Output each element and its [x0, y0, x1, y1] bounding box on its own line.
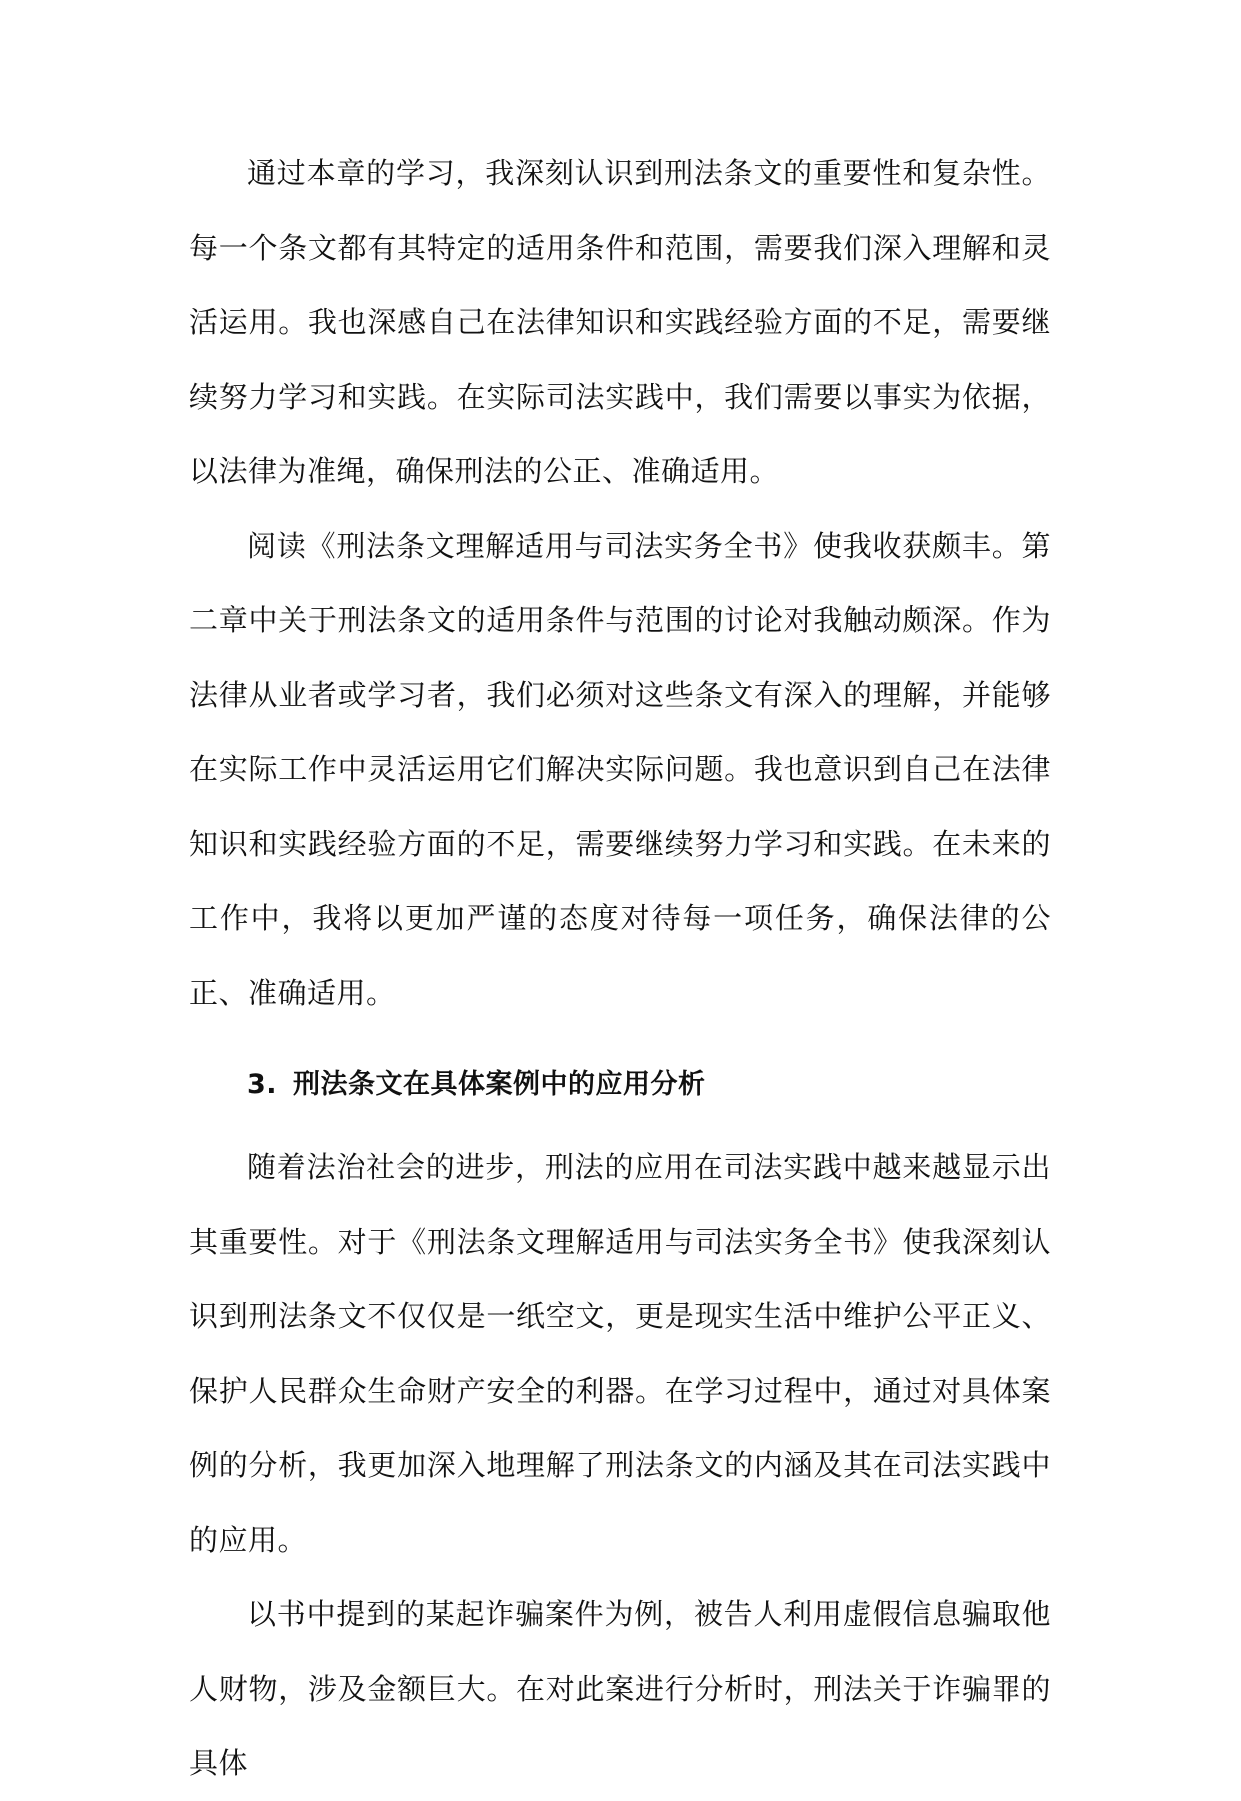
paragraph-reading-gains: 阅读《刑法条文理解适用与司法实务全书》使我收获颇丰。第二章中关于刑法条文的适用条件与范围的讨论对我触动颇深。作为法律从业者或学习者，我们必须对这些条文有深入的理解，并能够在实际工作中灵活运用它们解决实际问题。我也意识到自己在法律知识和实践经验方面的不足，需要继续努力学习和实践。在未来的工作中，我将以更加严谨的态度对待每一项任务，确保法律的公正、准确适用。 [189, 528, 1051, 1010]
paragraph-rule-of-law: 随着法治社会的进步，刑法的应用在司法实践中越来越显示出其重要性。对于《刑法条文理解适用与司法实务全书》使我深刻认识到刑法条文不仅仅是一纸空文，更是现实生活中维护公平正义、保护人民群众生命财产安全的利器。在学习过程中，通过对具体案例的分析，我更加深入地理解了刑法条文的内涵及其在司法实践中的应用。 [189, 1150, 1051, 1557]
document-body [189, 136, 1051, 1801]
section-number: 3. [247, 1069, 278, 1100]
section-title: 刑法条文在具体案例中的应用分析 [293, 1069, 706, 1100]
section-heading [189, 1058, 1051, 1112]
paragraph-fraud-case: 以书中提到的某起诈骗案件为例，被告人利用虚假信息骗取他人财物，涉及金额巨大。在对此案进行分析时，刑法关于诈骗罪的具体 [189, 1597, 1051, 1780]
paragraph-reflection: 通过本章的学习，我深刻认识到刑法条文的重要性和复杂性。每一个条文都有其特定的适用条件和范围，需要我们深入理解和灵活运用。我也深感自己在法律知识和实践经验方面的不足，需要继续努力学习和实践。在实际司法实践中，我们需要以事实为依据，以法律为准绳，确保刑法的公正、准确适用。 [189, 156, 1051, 488]
